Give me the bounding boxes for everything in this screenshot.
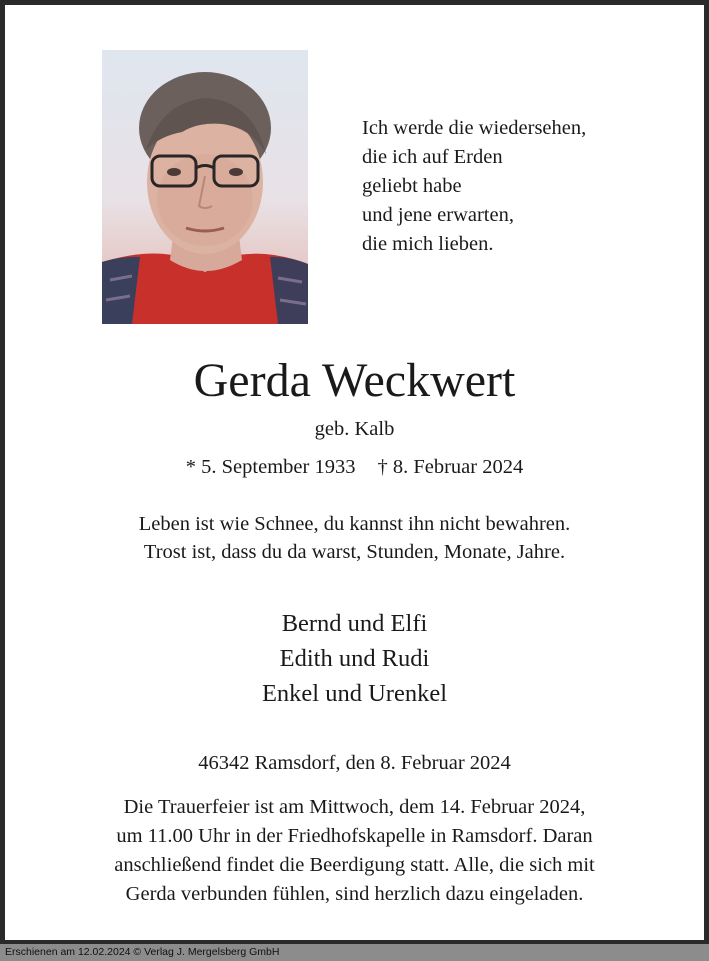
death-date: † 8. Februar 2024 (377, 456, 524, 478)
deceased-name: Gerda Weckwert (193, 354, 516, 407)
funeral-notice (5, 793, 704, 909)
notice-line: Die Trauerfeier ist am Mittwoch, dem 14. Februar 2024, (123, 796, 586, 818)
life-dates (5, 453, 704, 481)
poem-line: die ich auf Erden (362, 146, 503, 168)
notice-line: um 11.00 Uhr in der Friedhofskapelle in Ramsdorf. Daran (116, 825, 593, 847)
publication-footer: Erschienen am 12.02.2024 © Verlag J. Mergelsberg GmbH (0, 944, 709, 961)
mourners (5, 606, 704, 711)
mourner-line: Enkel und Urenkel (261, 680, 448, 707)
birth-name: geb. Kalb (314, 418, 395, 440)
poem-line: Ich werde die wiedersehen, (362, 117, 587, 139)
portrait-illustration (102, 50, 308, 324)
mourner-line: Edith und Rudi (279, 645, 430, 672)
mourner-line: Bernd und Elfi (281, 610, 428, 637)
saying (5, 510, 704, 566)
notice-line: anschließend findet die Beerdigung statt. Alle, die sich mit (114, 854, 595, 876)
poem (362, 114, 586, 259)
birth-date: * 5. September 1933 (185, 456, 356, 478)
saying-line: Leben ist wie Schnee, du kannst ihn nicht bewahren. (138, 513, 571, 535)
saying-line: Trost ist, dass du da warst, Stunden, Monate, Jahre. (143, 541, 566, 563)
poem-line: die mich lieben. (362, 233, 494, 255)
place-date: 46342 Ramsdorf, den 8. Februar 2024 (198, 752, 511, 774)
poem-line: und jene erwarten, (362, 204, 514, 226)
portrait-photo (102, 50, 308, 324)
poem-line: geliebt habe (362, 175, 462, 197)
notice-line: Gerda verbunden fühlen, sind herzlich dazu eingeladen. (125, 883, 584, 905)
